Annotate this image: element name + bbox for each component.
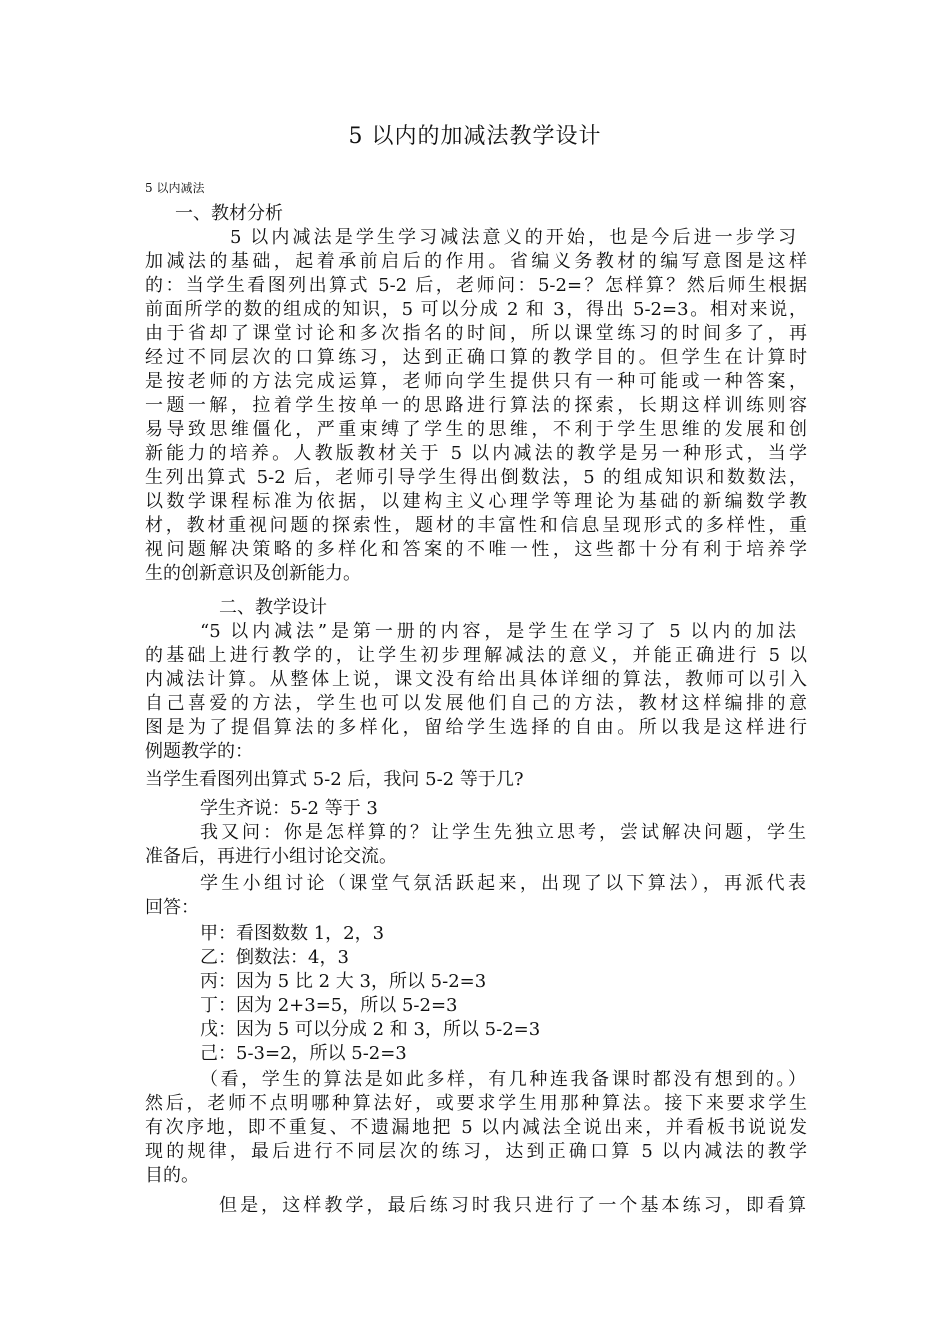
paragraph-line: 准备后，再进行小组讨论交流。 <box>145 846 397 867</box>
paragraph-line: 然后，老师不点明哪种算法好，或要求学生用那种算法。接下来要求学生 <box>145 1093 807 1114</box>
list-item: 乙：倒数法：4，3 <box>200 947 349 968</box>
list-item: 甲：看图数数 1，2，3 <box>200 923 385 944</box>
paragraph-line: 自己喜爱的方法，学生也可以发展他们自己的方法，教材这样编排的意 <box>145 693 807 714</box>
paragraph-line: 经过不同层次的口算练习，达到正确口算的教学目的。但学生在计算时 <box>145 347 807 368</box>
paragraph-line: 学生小组讨论（课堂气氛活跃起来，出现了以下算法），再派代表 <box>200 873 806 894</box>
paragraph-line: 生的创新意识及创新能力。 <box>145 563 361 584</box>
paragraph-line: 前面所学的数的组成的知识，5 可以分成 2 和 3，得出 5-2=3。相对来说， <box>145 299 807 320</box>
paragraph-line: （看，学生的算法是如此多样，有几种连我备课时都没有想到的。） <box>200 1069 806 1090</box>
paragraph-line: 加减法的基础，起着承前启后的作用。省编义务教材的编写意图是这样 <box>145 251 807 272</box>
paragraph-line: 的基础上进行教学的，让学生初步理解减法的意义，并能正确进行 5 以 <box>145 645 807 666</box>
paragraph-line: 回答： <box>145 897 199 918</box>
paragraph-line: 我又问：你是怎样算的？让学生先独立思考，尝试解决问题，学生 <box>200 822 806 843</box>
paragraph-line: 5 以内减法是学生学习减法意义的开始，也是今后进一步学习 <box>230 227 796 248</box>
paragraph-line: 由于省却了课堂讨论和多次指名的时间，所以课堂练习的时间多了，再 <box>145 323 807 344</box>
paragraph-line: 易导致思维僵化，严重束缚了学生的思维，不利于学生思维的发展和创 <box>145 419 807 440</box>
list-item: 丁：因为 2+3=5，所以 5-2=3 <box>200 995 458 1016</box>
paragraph-line: 现的规律，最后进行不同层次的练习，达到正确口算 5 以内减法的教学 <box>145 1141 807 1162</box>
paragraph-line: 图是为了提倡算法的多样化，留给学生选择的自由。所以我是这样进行 <box>145 717 807 738</box>
list-item: 己：5-3=2，所以 5-2=3 <box>200 1043 407 1064</box>
paragraph-line: 但是，这样教学，最后练习时我只进行了一个基本练习，即看算 <box>219 1195 806 1216</box>
paragraph-line: 视问题解决策略的多样化和答案的不唯一性，这些都十分有利于培养学 <box>145 539 807 560</box>
paragraph-line: “5 以内减法”是第一册的内容，是学生在学习了 5 以内的加法 <box>200 621 796 642</box>
paragraph-line: 目的。 <box>145 1165 199 1186</box>
document-subtitle: 5 以内减法 <box>145 181 205 195</box>
paragraph-line: 有次序地，即不重复、不遗漏地把 5 以内减法全说出来，并看板书说说发 <box>145 1117 807 1138</box>
section-heading: 一、教材分析 <box>175 203 283 224</box>
paragraph-line: 例题教学的： <box>145 741 253 762</box>
paragraph-line: 是按老师的方法完成运算，老师向学生提供只有一种可能或一种答案， <box>145 371 807 392</box>
paragraph-line: 新能力的培养。人教版教材关于 5 以内减法的教学是另一种形式，当学 <box>145 443 807 464</box>
paragraph-line: 材，教材重视问题的探索性，题材的丰富性和信息呈现形式的多样性，重 <box>145 515 807 536</box>
document-title: 5 以内的加减法教学设计 <box>348 124 602 149</box>
paragraph-line: 一题一解，拉着学生按单一的思路进行算法的探索，长期这样训练则容 <box>145 395 807 416</box>
list-item: 戊：因为 5 可以分成 2 和 3，所以 5-2=3 <box>200 1019 541 1040</box>
list-item: 丙：因为 5 比 2 大 3，所以 5-2=3 <box>200 971 487 992</box>
paragraph-line: 以数学课程标准为依据，以建构主义心理学等理论为基础的新编数学教 <box>145 491 807 512</box>
paragraph-line: 生列出算式 5-2 后，老师引导学生得出倒数法，5 的组成知识和数数法， <box>145 467 807 488</box>
paragraph-line: 的：当学生看图列出算式 5-2 后，老师问：5-2=？怎样算？然后师生根据 <box>145 275 807 296</box>
section-heading: 二、教学设计 <box>219 597 327 618</box>
paragraph-line: 内减法计算。从整体上说，课文没有给出具体详细的算法，教师可以引入 <box>145 669 807 690</box>
paragraph-line: 学生齐说：5-2 等于 3 <box>200 798 378 819</box>
paragraph-line: 当学生看图列出算式 5-2 后，我问 5-2 等于几? <box>145 769 524 790</box>
